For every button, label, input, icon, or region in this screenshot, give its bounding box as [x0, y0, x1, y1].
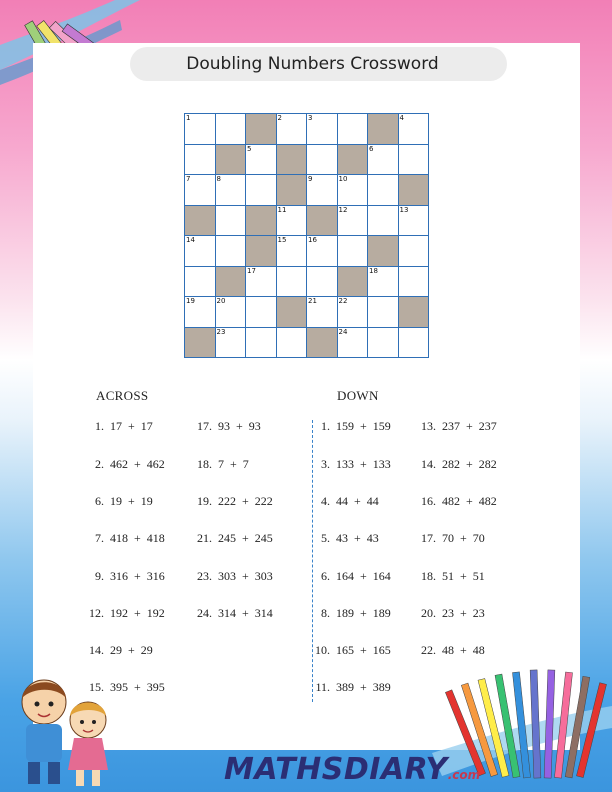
grid-cell[interactable] [215, 297, 246, 328]
clue-item [308, 419, 391, 434]
clue-text: 189 + 189 [336, 606, 391, 620]
grid-cell-blocked [185, 205, 216, 236]
clue-text: 245 + 245 [218, 531, 273, 545]
grid-cell[interactable] [185, 297, 216, 328]
grid-cell[interactable] [307, 297, 338, 328]
cell-number: 3 [308, 114, 313, 122]
clue-item [190, 419, 261, 434]
grid-cell[interactable] [368, 297, 399, 328]
grid-cell-blocked [246, 205, 277, 236]
clue-number: 1. [321, 419, 330, 433]
grid-cell[interactable] [276, 205, 307, 236]
clue-item [82, 419, 153, 434]
clue-item [82, 457, 165, 472]
clue-item [414, 531, 485, 546]
grid-cell-blocked [246, 114, 277, 145]
grid-cell[interactable] [215, 327, 246, 358]
grid-cell-blocked [276, 175, 307, 206]
grid-cell[interactable] [185, 175, 216, 206]
grid-cell-blocked [307, 205, 338, 236]
grid-cell[interactable] [368, 266, 399, 297]
clue-number: 3. [321, 457, 330, 471]
clue-text: 51 + 51 [442, 569, 485, 583]
grid-cell-blocked [185, 327, 216, 358]
clue-text: 164 + 164 [336, 569, 391, 583]
clue-text: 29 + 29 [110, 643, 153, 657]
grid-cell[interactable] [398, 114, 429, 145]
grid-cell[interactable] [246, 175, 277, 206]
cell-number: 10 [338, 175, 348, 183]
cell-number: 2 [277, 114, 282, 122]
grid-row [185, 266, 429, 297]
grid-cell[interactable] [398, 327, 429, 358]
grid-cell-blocked [307, 327, 338, 358]
column-divider [312, 420, 313, 702]
grid-cell[interactable] [215, 236, 246, 267]
cell-number: 19 [186, 297, 195, 305]
crossword-grid [184, 113, 429, 358]
clue-number: 15. [89, 680, 104, 694]
clue-number: 11. [315, 680, 330, 694]
clue-text: 418 + 418 [110, 531, 165, 545]
clue-number: 17. [421, 531, 436, 545]
clue-item [414, 643, 485, 658]
cell-number: 18 [369, 266, 378, 275]
grid-cell[interactable] [185, 114, 216, 145]
clue-text: 462 + 462 [110, 457, 165, 471]
clue-number: 20. [421, 606, 436, 620]
clue-text: 7 + 7 [218, 457, 249, 471]
brand-logo [224, 752, 480, 788]
clue-number: 23. [197, 569, 212, 583]
cell-number: 16 [308, 236, 317, 244]
clue-item [414, 606, 485, 621]
clue-number: 5. [321, 531, 330, 545]
clue-text: 222 + 222 [218, 494, 273, 508]
clue-number: 6. [95, 494, 104, 508]
grid-row [185, 236, 429, 267]
clue-number: 18. [197, 457, 212, 471]
clue-number: 21. [197, 531, 212, 545]
clue-text: 316 + 316 [110, 569, 165, 583]
grid-cell[interactable] [185, 266, 216, 297]
clue-item [414, 494, 497, 509]
clue-number: 9. [95, 569, 104, 583]
cell-number: 13 [399, 205, 409, 214]
cell-number: 15 [277, 236, 287, 244]
clue-text: 133 + 133 [336, 457, 391, 471]
clue-text: 314 + 314 [218, 606, 273, 620]
grid-row [185, 205, 429, 236]
cell-number: 12 [338, 205, 348, 214]
clue-number: 19. [197, 494, 212, 508]
grid-cell-blocked [215, 266, 246, 297]
clue-number: 13. [421, 419, 436, 433]
cell-number: 7 [186, 175, 191, 183]
cell-number: 4 [399, 114, 404, 122]
grid-cell[interactable] [307, 236, 338, 267]
clue-item [308, 457, 391, 472]
grid-cell[interactable] [307, 175, 338, 206]
grid-cell-blocked [276, 144, 307, 175]
cell-number: 22 [338, 297, 348, 305]
clue-text: 93 + 93 [218, 419, 261, 433]
clue-item [82, 494, 153, 509]
grid-row [185, 114, 429, 145]
page-title: Doubling Numbers Crossword [186, 54, 439, 74]
kids-illustration [6, 672, 126, 790]
clue-item [308, 643, 391, 658]
clue-number: 6. [321, 569, 330, 583]
grid-cell-blocked [368, 236, 399, 267]
clue-text: 70 + 70 [442, 531, 485, 545]
cell-number: 8 [216, 175, 221, 183]
clue-text: 17 + 17 [110, 419, 153, 433]
clue-number: 12. [89, 606, 104, 620]
clue-text: 482 + 482 [442, 494, 497, 508]
clue-text: 192 + 192 [110, 606, 165, 620]
clue-text: 159 + 159 [336, 419, 391, 433]
grid-cell[interactable] [337, 297, 368, 328]
grid-cell-blocked [368, 114, 399, 145]
clue-text: 48 + 48 [442, 643, 485, 657]
clue-number: 22. [421, 643, 436, 657]
grid-cell[interactable] [246, 327, 277, 358]
grid-cell-blocked [215, 144, 246, 175]
clue-item [82, 531, 165, 546]
grid-cell[interactable] [368, 205, 399, 236]
clue-text: 165 + 165 [336, 643, 391, 657]
grid-cell[interactable] [276, 327, 307, 358]
grid-cell[interactable] [368, 327, 399, 358]
grid-cell[interactable] [307, 144, 338, 175]
clue-item [414, 419, 497, 434]
grid-cell[interactable] [185, 236, 216, 267]
across-heading: ACROSS [96, 388, 149, 403]
clue-number: 7. [95, 531, 104, 545]
clue-item [190, 457, 249, 472]
clue-text: 389 + 389 [336, 680, 391, 694]
clue-number: 10. [315, 643, 330, 657]
clue-item [190, 569, 273, 584]
grid-cell[interactable] [215, 114, 246, 145]
clue-item [414, 569, 485, 584]
grid-cell[interactable] [246, 144, 277, 175]
grid-cell[interactable] [307, 266, 338, 297]
grid-row [185, 327, 429, 358]
cell-number: 6 [369, 144, 374, 153]
grid-cell-blocked [276, 297, 307, 328]
cell-number: 23 [216, 327, 226, 336]
brand-name: MATHSDIARY [224, 752, 448, 787]
clue-item [190, 606, 273, 621]
clue-item [308, 494, 379, 509]
cell-number: 1 [186, 114, 191, 122]
clue-item [190, 494, 273, 509]
grid-cell[interactable] [337, 327, 368, 358]
clue-number: 4. [321, 494, 330, 508]
grid-cell-blocked [398, 175, 429, 206]
clue-item [82, 643, 153, 658]
grid-row [185, 175, 429, 206]
grid-cell[interactable] [246, 297, 277, 328]
grid-cell[interactable] [398, 205, 429, 236]
grid-cell[interactable] [398, 144, 429, 175]
clue-text: 303 + 303 [218, 569, 273, 583]
grid-cell-blocked [337, 144, 368, 175]
grid-cell-blocked [246, 236, 277, 267]
clue-item [190, 531, 273, 546]
grid-cell[interactable] [276, 114, 307, 145]
cell-number: 9 [308, 175, 313, 183]
cell-number: 17 [247, 266, 256, 275]
cell-number: 20 [216, 297, 226, 305]
clue-item [308, 569, 391, 584]
clue-text: 43 + 43 [336, 531, 379, 545]
clue-number: 14. [89, 643, 104, 657]
grid-cell[interactable] [398, 266, 429, 297]
grid-cell[interactable] [337, 205, 368, 236]
grid-cell[interactable] [398, 236, 429, 267]
clue-text: 237 + 237 [442, 419, 497, 433]
clue-item [82, 606, 165, 621]
clue-text: 23 + 23 [442, 606, 485, 620]
cell-number: 21 [308, 297, 317, 305]
grid-cell[interactable] [246, 266, 277, 297]
grid-cell-blocked [337, 266, 368, 297]
grid-cell[interactable] [337, 236, 368, 267]
clue-number: 16. [421, 494, 436, 508]
clue-number: 2. [95, 457, 104, 471]
clue-number: 18. [421, 569, 436, 583]
grid-cell-blocked [398, 297, 429, 328]
grid-row [185, 144, 429, 175]
grid-cell[interactable] [337, 114, 368, 145]
clue-item [308, 606, 391, 621]
cell-number: 24 [338, 327, 348, 336]
grid-cell[interactable] [337, 175, 368, 206]
cell-number: 11 [277, 205, 287, 214]
clue-number: 8. [321, 606, 330, 620]
grid-cell[interactable] [185, 144, 216, 175]
grid-cell[interactable] [276, 236, 307, 267]
clue-number: 17. [197, 419, 212, 433]
clue-number: 1. [95, 419, 104, 433]
cell-number: 5 [247, 144, 252, 153]
grid-cell[interactable] [307, 114, 338, 145]
clue-item [308, 680, 391, 695]
brand-suffix: .com [447, 768, 481, 782]
clue-text: 44 + 44 [336, 494, 379, 508]
clue-text: 282 + 282 [442, 457, 497, 471]
grid-cell[interactable] [215, 175, 246, 206]
grid-cell[interactable] [368, 175, 399, 206]
clue-number: 14. [421, 457, 436, 471]
down-heading: DOWN [337, 388, 379, 403]
cell-number: 14 [186, 236, 195, 244]
grid-cell[interactable] [276, 266, 307, 297]
clue-text: 19 + 19 [110, 494, 153, 508]
clue-number: 24. [197, 606, 212, 620]
clue-item [414, 457, 497, 472]
grid-row [185, 297, 429, 328]
clue-text: 395 + 395 [110, 680, 165, 694]
clue-item [308, 531, 379, 546]
clue-item [82, 569, 165, 584]
grid-cell[interactable] [215, 205, 246, 236]
grid-cell[interactable] [368, 144, 399, 175]
